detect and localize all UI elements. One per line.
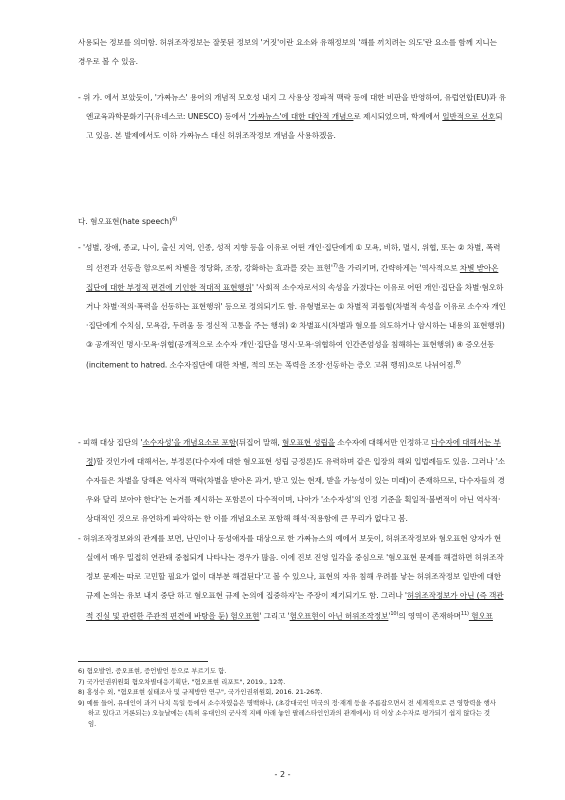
footnote-divider xyxy=(78,661,208,662)
paragraph-intro: 사용되는 정보를 의미함. 허위조작정보는 잘못된 정보의 '거짓'이란 요소와 유해정보의 '해를 끼치려는 의도'란 요소를 함께 지니는 경우로 볼 수 있음. xyxy=(78,38,497,66)
section-heading-hate-speech: 다. 혐오표현(hate speech)$^{6)}$ xyxy=(78,216,178,226)
paragraph-hate-definition: - '성별, 장애, 종교, 나이, 출신 지역, 인종, 성적 지향 등을 이유로 어떤 개인·집단에게 ① 모욕, 비하, 멸시, 위협, 또는 ② 차별, 폭력의 선전과 선동을 함으로써 차별을 정당화, 조장, 강화하는 효과를 갖는 표현'$^{7)}$을 가리키며, 간략하게는 '역사적으로 차별 받아온 집단에 대한 부정적 편견에 기인한 적대적 표현행위' '사회적 소수자로서의 속성을 가졌다는 이유로 어떤 개인·집단을 차별·혐오하거나 차별·적의·폭력을 선동하는 표현행위' 등으로 정의되기도 함. 유형별로는 ① 차별적 괴롭힘(차별적 속성을 이유로 소수자 개인·집단에게 수치심, 모욕감, 두려움 등 정신적 고통을 주는 행위) ② 차별표시(차별과 혐오를 의도하거나 암시하는 내용의 표현행위) ③ 공개적인 명시·모욕·위협(공개적으로 소수자 개인·집단을 명시·모욕·위협하여 인간존엄성을 침해하는 표현행위) ④ 증오선동(incitement to hatred. 소수자집단에 대한 차별, 적의 또는 폭력을 조장·선동하는 증오 고취 행위)으로 나뉘어짐.$^{8)}$ xyxy=(78,243,506,370)
footnote-6: 6) 혐오발언, 증오표현, 증언발언 등으로 부르기도 함. xyxy=(78,667,227,675)
paragraph-minority: - 피해 대상 집단의 '소수자성'을 개념요소로 포함(뒤집어 말해, 혐오표현 성립을 소수자에 대해서만 인정하고 다수자에 대해서는 부정)할 것인가에 대해서는, 부정론(다수자에 대한 혐오표현 성립 긍정론)도 유력하며 같은 입장의 해외 입법례들도 있음. 그러나 '소수자들은 차별을 당해온 역사적 맥락(차별을 받아온 과거, 받고 있는 현재, 받을 가능성이 있는 미래)이 존재하므로, 다수자들의 경우와 달리 보아야 한다'는 논거를 제시하는 포함론이 다수적이며, 나아가 '소수자성'의 인정 기준을 획일적·불변적이 아닌 역사적·상대적인 것으로 유연하게 파악하는 한 이를 개념요소로 포함해 해석·적용함에 큰 무리가 없다고 봄. xyxy=(78,438,505,523)
paragraph-relation: - 허위조작정보와의 관계를 보면, 난민이나 동성애자를 대상으로 한 가짜뉴스의 예에서 보듯이, 허위조작정보와 혐오표현 양자가 현실에서 매우 밀접히 연관돼 중첩되게 나타나는 경우가 많음. 이에 진보 진영 일각을 중심으로 '혐오표현 문제를 해결하면 허위조작정보 문제는 따로 고민할 필요가 없이 대부분 해결된다'고 볼 수 있으나, 표현의 자유 침해 우려를 낳는 허위조작정보 일반에 대한 규제 논의는 유보 내지 중단 하고 혐오표현 규제 논의에 집중하자'는 주장이 제기되기도 함. 그러나 '허위조작정보가 아닌 (즉 객관적 진실 및 관련한 주관적 편견에 바탕을 둔) 혐오표현' 그리고 '혐오표현이 아닌 허위조작정보'$^{10)}$의 영역이 존재하며$^{11)}$ 혐오표 xyxy=(78,534,504,621)
footnotes xyxy=(78,666,498,729)
page-number: - 2 - xyxy=(274,770,291,779)
paragraph-fake-news: - 위 가. 에서 보았듯이, '가짜뉴스' 용어의 개념적 모호성 내지 그 사용상 정파적 맥락 등에 대한 비판을 반영하여, 유럽연합(EU)과 유엔교육과학문화기구(유네스코: UNESCO) 등에서 '가짜뉴스'에 대한 대안적 개념으로 제시되었으며, 학계에서 일반적으로 선호되고 있음. 본 발제에서도 이하 가짜뉴스 대신 허위조작정보 개념을 사용하겠음. xyxy=(78,93,506,140)
footnote-7: 7) 국가인권위원회 혐오차별대응기획단, "혐오표현 리포트", 2019., 12쪽. xyxy=(78,677,286,686)
footnote-8: 8) 홍성수 외, "혐오표현 실태조사 및 규제방안 연구", 국가인권위원회, 2016. 21-26쪽. xyxy=(78,688,323,696)
footnote-9: 9) 예를 들어, 유대인이 과거 나치 독일 등에서 소수자였음은 명백하나, (초강대국인 미국의 정·재계 등을 주름잡으면서 전 세계적으로 큰 영향력을 행사하고 있다고 거론되는) 오늘날에는 (특히 유대인의 군사적 지배 아래 놓인 팔레스타인인과의 관계에서) 더 이상 소수자로 평가되기 쉽지 않다는 것임. xyxy=(78,698,496,728)
